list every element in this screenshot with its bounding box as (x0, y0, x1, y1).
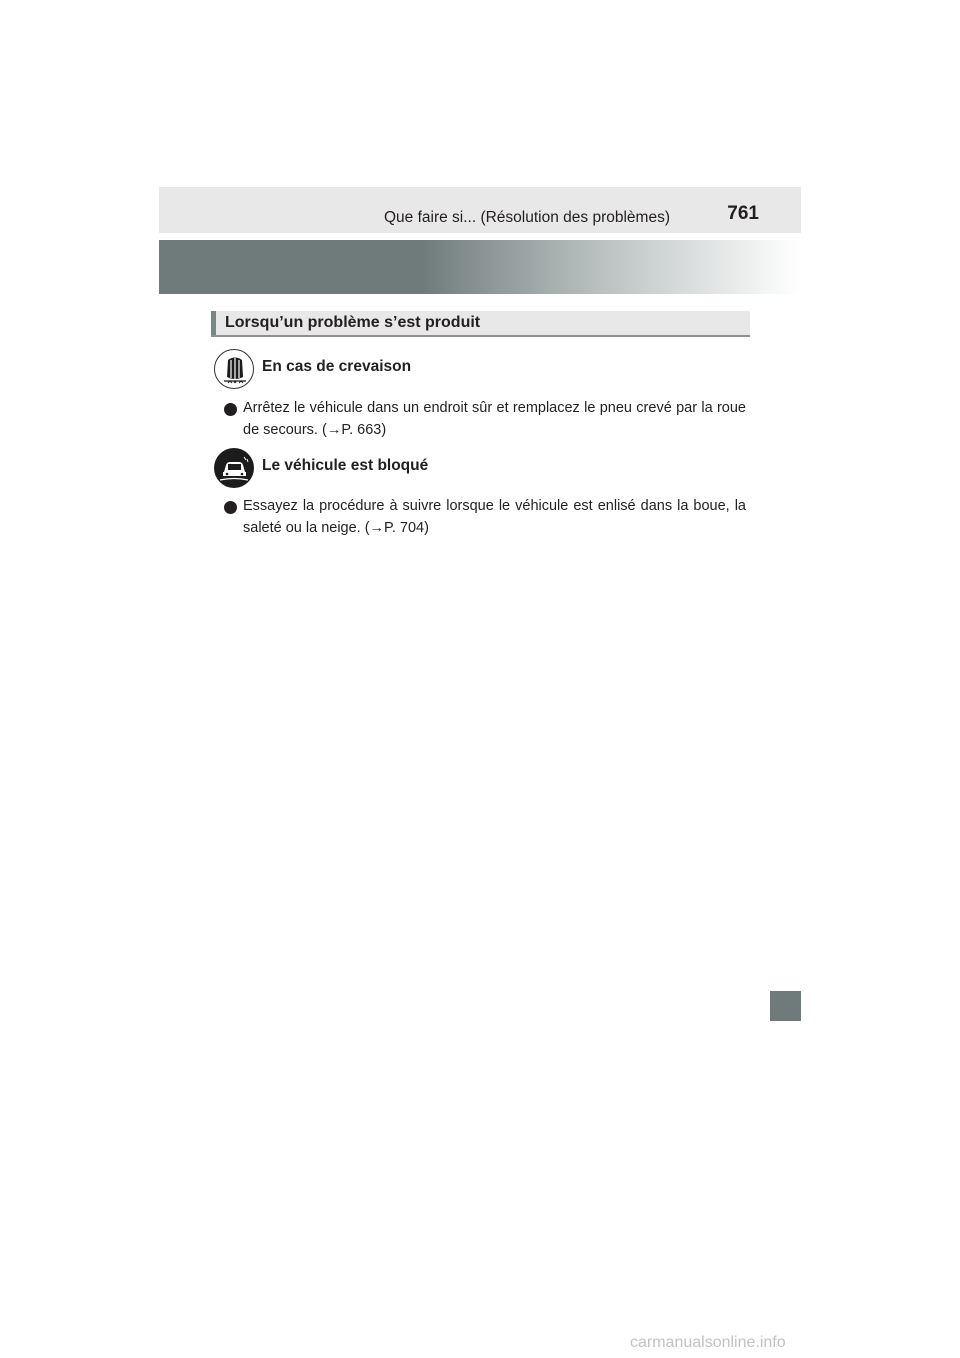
page-header (159, 187, 801, 233)
section-accent-bar (211, 311, 216, 335)
chapter-banner (159, 240, 801, 294)
chapter-title: Que faire si... (Résolution des problèmes) (383, 209, 670, 226)
heading-flat-tire: En cas de crevaison (262, 358, 412, 375)
bullet (224, 501, 237, 514)
watermark: carmanualsonline.info (630, 1334, 786, 1351)
vehicle-stuck-icon (214, 448, 254, 488)
page-number: 761 (727, 203, 759, 224)
flat-tire-icon (214, 349, 254, 389)
bullet (224, 403, 237, 416)
heading-vehicle-stuck: Le véhicule est bloqué (262, 457, 429, 474)
text-flat-tire: Arrêtez le véhicule dans un endroit sûr et remplacez le pneu crevé par la roue de secours. (→P. 663) (243, 400, 746, 438)
text-vehicle-stuck: Essayez la procédure à suivre lorsque le véhicule est enlisé dans la boue, la saleté ou la neige. (→P. 704) (243, 498, 746, 536)
section-title: Lorsqu’un problème s’est produit (225, 314, 481, 331)
section-header (211, 311, 750, 337)
chapter-side-tab (770, 991, 801, 1021)
